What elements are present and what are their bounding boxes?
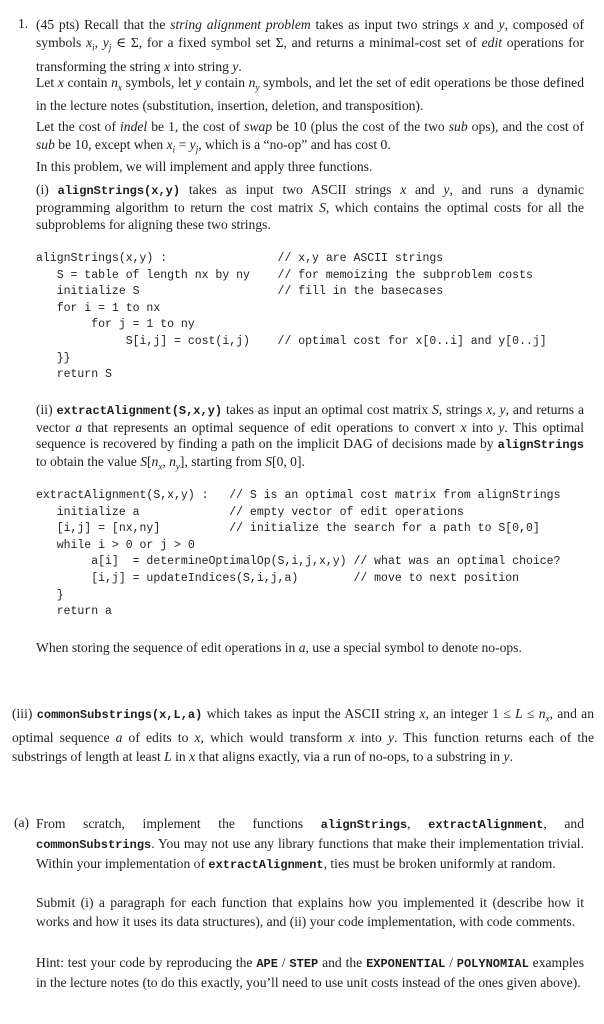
text-segment: ops), and the cost of [467, 119, 584, 134]
math-term: sub [448, 119, 468, 134]
text-segment: . This function returns each of the substrings of length at least [12, 729, 594, 764]
code-term: STEP [289, 957, 319, 971]
text-segment: ∈ Σ, for a fixed symbol set Σ, and returns a minimal-cost set of [111, 35, 482, 51]
text-segment: be 10 (plus the cost of the two [272, 119, 449, 134]
align-strings-code [36, 251, 547, 384]
text-segment: be 1, the cost of [147, 119, 245, 134]
cost-paragraph [36, 118, 584, 159]
code-line: for i = 1 to nx [36, 301, 161, 315]
math-term: a [115, 729, 123, 745]
text-segment: From scratch, implement the functions [36, 816, 321, 831]
text-segment: into string [170, 58, 233, 74]
text-segment: Submit (i) a paragraph for each function that explains how you implemented it (describe how it works and how it uses its data structures), and (ii) your code implementation, with code comments. [36, 895, 584, 929]
part-a-implement [36, 815, 584, 875]
math-term: j [108, 43, 112, 54]
math-term: y [498, 17, 505, 32]
math-term: S [265, 453, 273, 469]
text-segment: Let the cost of [36, 119, 121, 134]
text-segment: to obtain the value [36, 453, 141, 469]
code-line: initialize a // empty vector of edit operations [36, 505, 464, 519]
math-term: y [195, 75, 202, 90]
code-line: a[i] = determineOptimalOp(S,i,j,x,y) // what was an optimal choice? [36, 555, 561, 569]
math-term: x [57, 75, 64, 90]
math-term: a [75, 419, 83, 435]
math-term: x [189, 748, 196, 764]
math-term: L [515, 706, 523, 721]
text-segment: symbols, and let the set of edit operations be those defined in the lecture notes (substitution, insertion, deletion, and transposition). [36, 75, 584, 113]
math-term: x [164, 58, 171, 74]
code-line: extractAlignment(S,x,y) : // S is an optimal cost matrix from alignStrings [36, 489, 561, 502]
text-segment: , [407, 816, 429, 831]
math-term: x [194, 729, 201, 745]
code-line: initialize S // fill in the basecases [36, 285, 444, 299]
text-segment: Let [36, 75, 58, 90]
text-segment: (45 pts) Recall that the [36, 17, 171, 32]
text-segment: , composed of symbols [36, 17, 584, 51]
text-segment: When storing the sequence of edit operations in [36, 640, 299, 655]
text-segment: and the [318, 955, 367, 970]
code-line: alignStrings(x,y) : // x,y are ASCII strings [36, 252, 444, 265]
code-term: alignStrings [497, 438, 584, 452]
code-term: commonSubstrings(x,L,a) [36, 708, 203, 722]
math-term: x, y [486, 402, 506, 417]
code-line: [i,j] = updateIndices(S,i,j,a) // move to next position [36, 571, 520, 585]
code-line: return S [36, 368, 112, 382]
common-substrings-description [12, 705, 594, 766]
math-term: x [545, 713, 550, 724]
text-segment: contain [201, 75, 249, 90]
text-segment: (i) [36, 182, 58, 197]
text-segment: into [466, 419, 499, 435]
math-term: swap [244, 119, 273, 134]
math-term: n [151, 453, 159, 469]
text-segment: , which contains the optimal costs for all the subproblems for aligning these two strings. [36, 199, 584, 232]
text-segment: that aligns exactly, via a run of no-ops, to a substring in [195, 748, 504, 764]
text-segment: that represents an optimal sequence of edit operations to convert [82, 419, 461, 435]
code-line: } [36, 588, 64, 602]
math-term: S [432, 402, 439, 417]
text-segment: , and [543, 816, 585, 831]
text-segment: , strings [438, 402, 487, 417]
size-paragraph [36, 74, 584, 115]
text-segment: In this problem, we will implement and apply three functions. [36, 159, 373, 174]
text-segment: , which is a “no-op” and has cost 0. [198, 136, 391, 152]
math-term: x [86, 35, 93, 51]
text-segment: takes as input two strings [310, 17, 464, 32]
intro-paragraph [36, 16, 584, 76]
text-segment: takes as input an optimal cost matrix [222, 402, 433, 417]
text-segment: , and runs a dynamic programming algorithm to return the cost matrix [36, 182, 584, 215]
code-line: }} [36, 351, 71, 365]
math-term: S [140, 453, 147, 469]
math-term: x [463, 17, 470, 32]
math-term: indel [120, 119, 148, 134]
math-term: S [319, 199, 326, 215]
text-segment: contain [63, 75, 112, 90]
text-segment: ], starting from [179, 453, 266, 469]
math-term: n [538, 706, 546, 721]
functions-intro [36, 159, 584, 175]
text-segment: (iii) [12, 706, 37, 721]
math-term: x [348, 729, 355, 745]
math-term: n [169, 453, 176, 469]
extract-alignment-description [36, 402, 584, 475]
code-line: S = table of length nx by ny // for memoizing the subproblem costs [36, 268, 533, 282]
text-segment: and [469, 17, 499, 32]
code-term: extractAlignment(S,x,y) [56, 404, 223, 418]
math-term: x [158, 461, 163, 472]
code-term: alignStrings(x,y) [57, 184, 181, 198]
math-term: i [92, 43, 95, 54]
code-line: S[i,j] = cost(i,j) // optimal cost for x[0..i] and y[0..j] [36, 334, 547, 348]
math-term: y [189, 136, 196, 152]
text-segment: operations for transforming the string [36, 35, 584, 74]
math-term: j [195, 144, 199, 155]
extract-alignment-code [36, 488, 561, 621]
text-segment: takes as input two ASCII strings [180, 182, 401, 197]
part-a-label: (a) [14, 815, 30, 830]
math-term: n [248, 75, 256, 90]
text-segment: = [175, 136, 190, 152]
text-segment: , and returns a vector [36, 402, 584, 435]
math-term: y [175, 461, 180, 472]
math-term: y [498, 419, 505, 435]
math-term: a [298, 640, 306, 655]
align-strings-description [36, 182, 584, 233]
text-segment: , use a special symbol to denote no-ops. [305, 640, 522, 655]
text-segment: / [277, 955, 290, 970]
math-term: y [443, 182, 450, 197]
code-term: extractAlignment [428, 818, 544, 832]
text-segment: , ties must be broken uniformly at random. [323, 855, 556, 871]
text-segment: in [171, 748, 190, 764]
text-segment: [ [147, 453, 152, 469]
text-segment: and [406, 182, 444, 197]
math-term: y [232, 58, 239, 74]
code-line: [i,j] = [nx,ny] // initialize the search for a path to S[0,0] [36, 522, 540, 536]
code-term: extractAlignment [208, 857, 324, 872]
math-term: y [503, 748, 510, 764]
text-segment: be 10, except when [54, 136, 167, 152]
code-term: EXPONENTIAL [366, 957, 446, 971]
math-term: sub [36, 136, 55, 152]
code-term: commonSubstrings [36, 837, 152, 852]
code-term: POLYNOMIAL [456, 957, 529, 971]
text-segment: (ii) [36, 402, 57, 417]
code-term: alignStrings [320, 818, 408, 832]
math-term: y [102, 35, 109, 51]
text-segment: , and an optimal sequence [12, 706, 594, 745]
math-term: L [164, 748, 172, 764]
text-segment: of edits to [122, 729, 195, 745]
text-segment: . [238, 58, 242, 74]
code-line: for j = 1 to ny [36, 318, 195, 332]
math-term: x [166, 136, 173, 152]
code-line: return a [36, 605, 112, 619]
math-term: y [255, 82, 260, 93]
math-term: i [172, 144, 176, 155]
math-term: edit [481, 35, 503, 51]
text-segment: symbols, let [121, 75, 196, 90]
math-term: x [400, 182, 407, 197]
text-segment: , [162, 453, 170, 469]
math-term: x [460, 419, 467, 435]
text-segment: / [445, 955, 457, 970]
text-segment: [0, 0]. [272, 453, 305, 469]
text-segment: which takes as input the ASCII string [202, 706, 420, 721]
math-term: n [111, 75, 118, 90]
math-term: x [419, 706, 426, 721]
part-a-hint [36, 954, 584, 993]
text-segment: . [509, 748, 513, 764]
text-segment: , [94, 35, 103, 51]
text-segment: , an integer 1 ≤ [425, 706, 516, 721]
math-term: x [117, 82, 122, 93]
math-term: string alignment problem [170, 17, 311, 32]
part-a-submit [36, 894, 584, 932]
text-segment: ≤ [522, 706, 539, 721]
text-segment: . You may not use any library functions that make their implementation trivial. Within your implementation of [36, 835, 584, 871]
text-segment: examples in the lecture notes (to do this exactly, you’ll need to use unit costs instead of the ones given above). [36, 955, 584, 990]
code-line: while i > 0 or j > 0 [36, 538, 195, 552]
text-segment: , which would transform [200, 729, 349, 745]
no-op-note [36, 638, 584, 657]
text-segment: Hint: test your code by reproducing the [36, 955, 257, 970]
text-segment: into [354, 729, 388, 745]
math-term: y [387, 729, 395, 745]
problem-number: 1. [18, 16, 29, 31]
code-term: APE [256, 957, 278, 971]
text-segment: . This optimal sequence is recovered by finding a path on the implicit DAG of decisions made by [36, 419, 584, 451]
